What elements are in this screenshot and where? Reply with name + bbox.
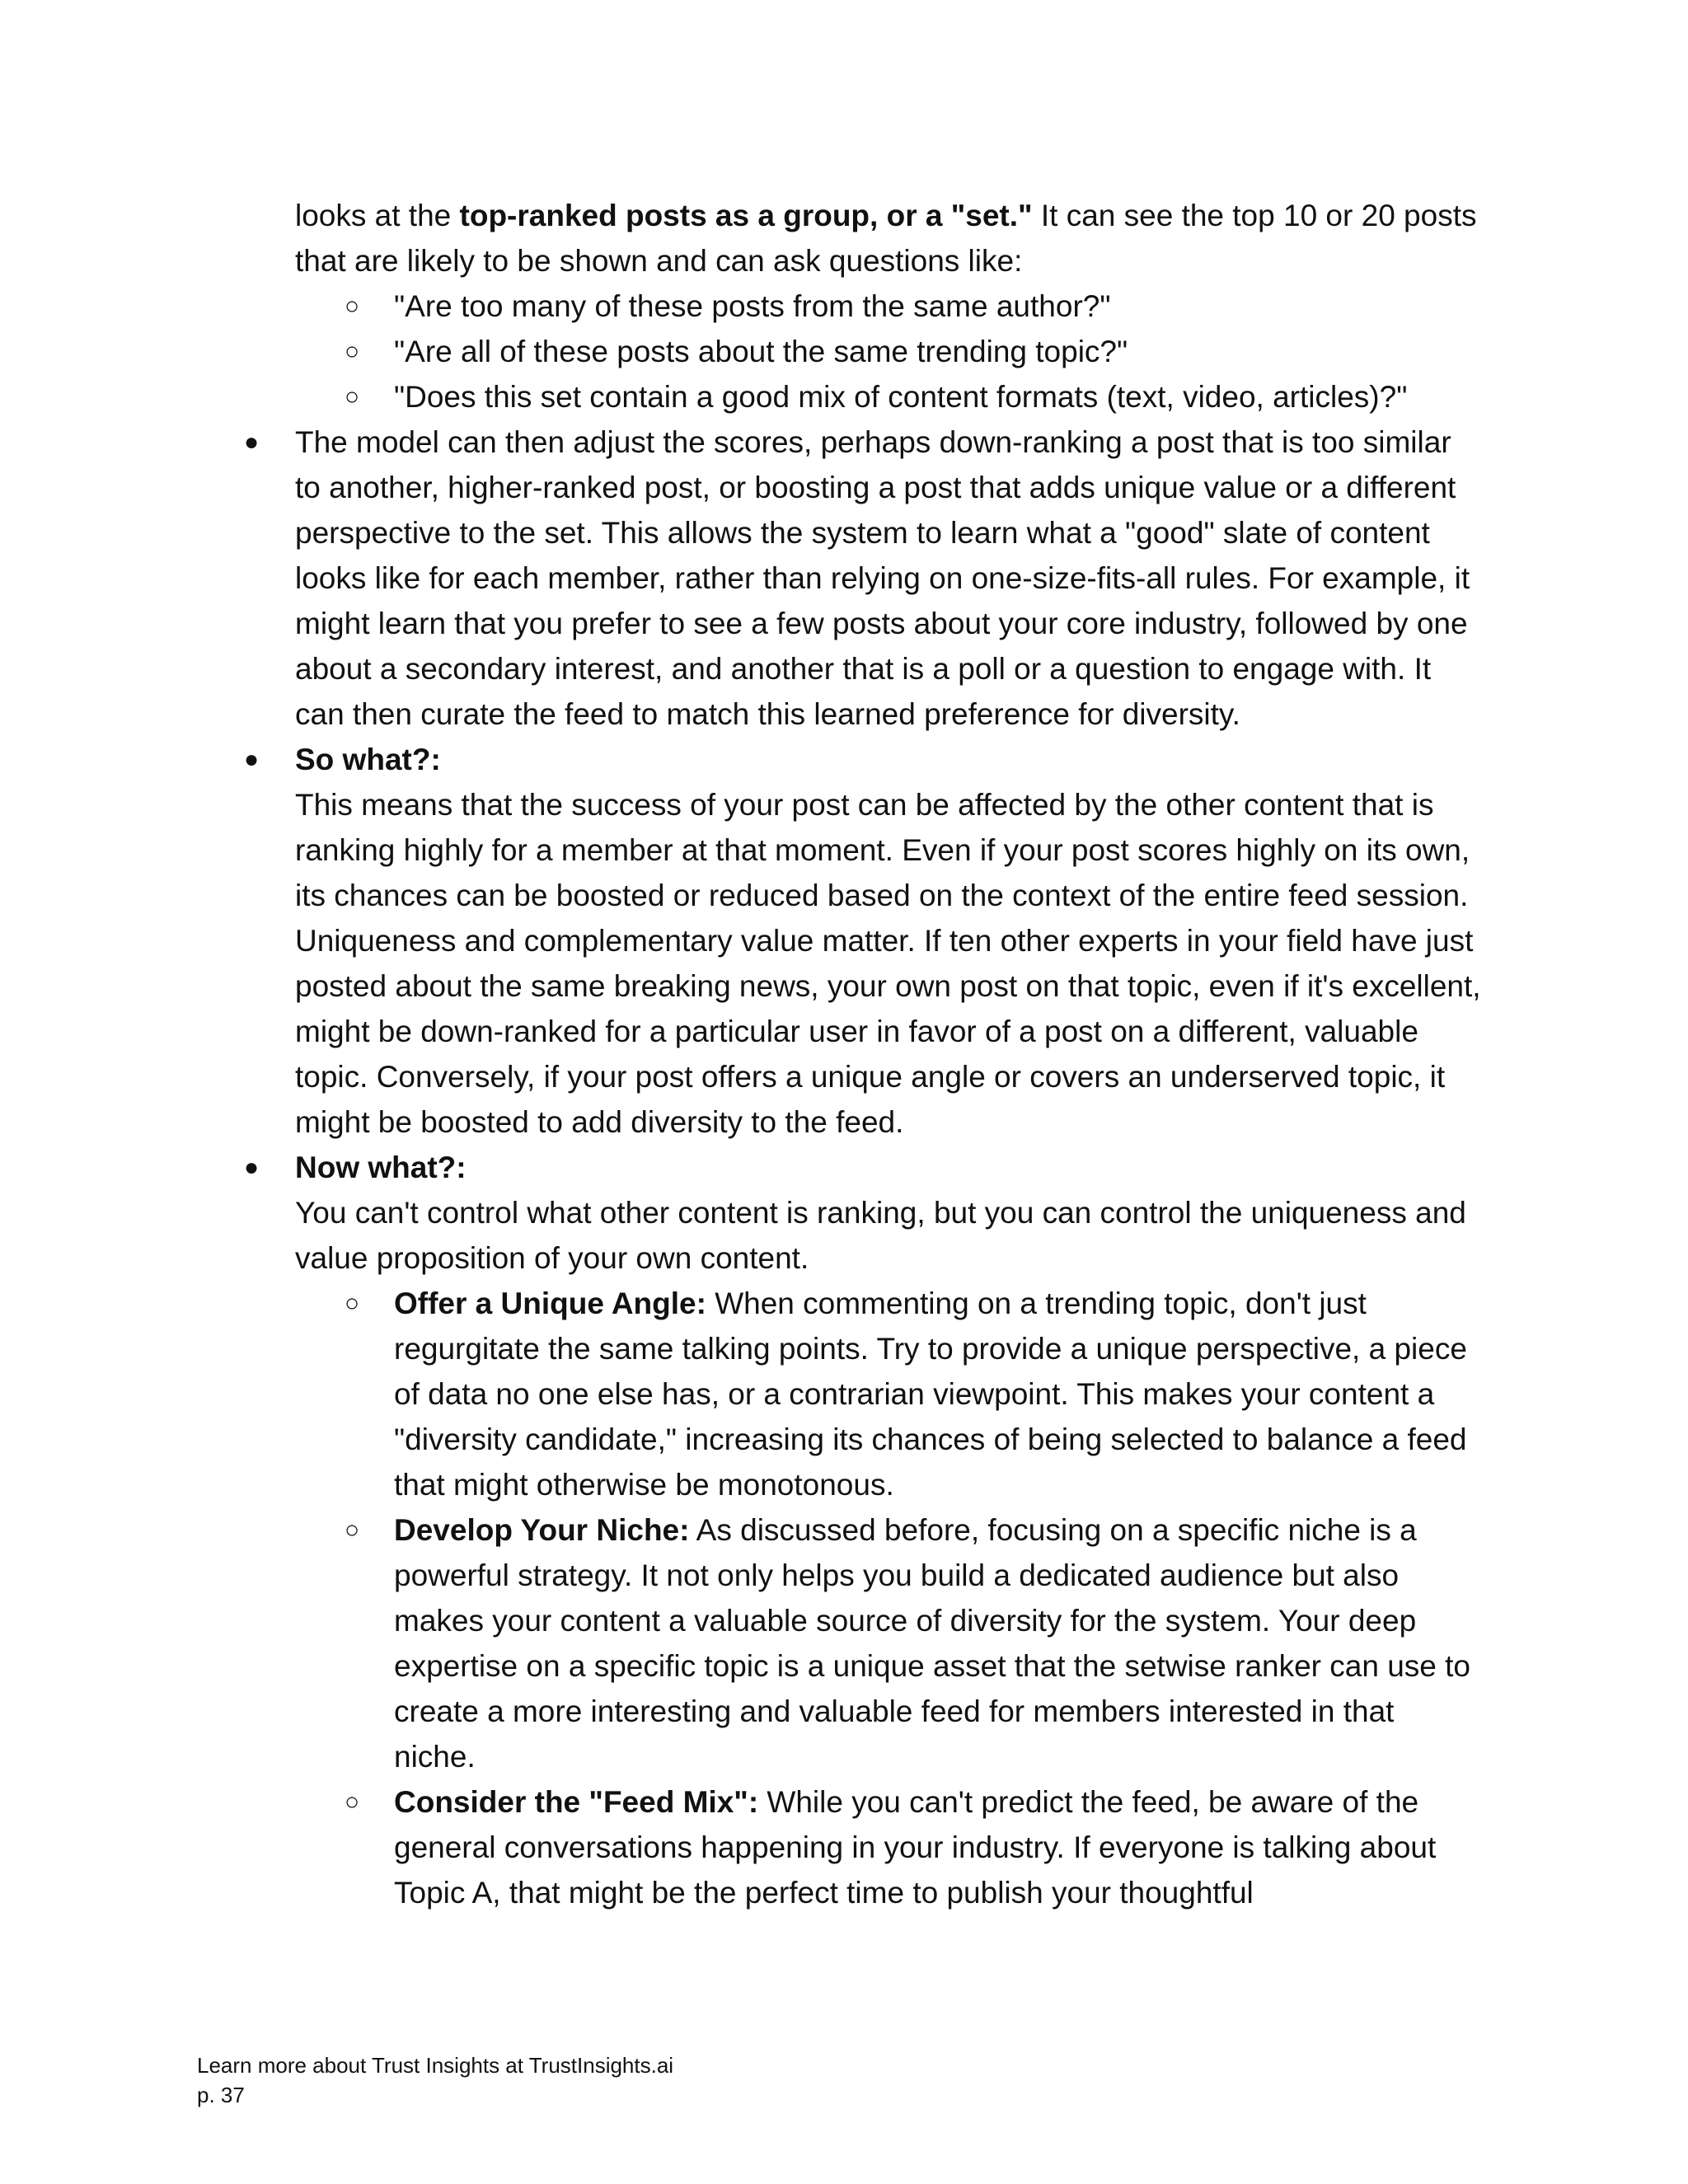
bullet-so-what <box>244 737 1482 1145</box>
footer-link-text: Learn more about Trust Insights at TrustInsights.ai <box>197 2053 674 2078</box>
continuation-text-end: It can see the top 10 or 20 posts that are likely to be shown and can ask questions like: <box>295 199 1477 278</box>
bullet-icon: ● <box>244 746 260 773</box>
question-text: "Are all of these posts about the same trending topic?" <box>394 335 1128 368</box>
continuation-paragraph <box>295 193 1482 284</box>
hollow-bullet-icon: ○ <box>345 1516 360 1544</box>
tip-title: Consider the "Feed Mix": <box>394 1785 759 1819</box>
page-body <box>244 193 1482 1915</box>
bullet-text: The model can then adjust the scores, perhaps down-ranking a post that is too similar to another, higher-ranked post, or boosting a post that adds unique value or a different perspective to the set. This allows the system to learn what a "good" slate of content looks like for each member, rather than relying on one-size-fits-all rules. For example, it might learn that you prefer to see a few posts about your core industry, followed by one about a secondary interest, and another that is a poll or a question to engage with. It can then curate the feed to match this learned preference for diversity. <box>295 425 1470 731</box>
question-item <box>345 284 1482 329</box>
hollow-bullet-icon: ○ <box>345 1788 360 1816</box>
hollow-bullet-icon: ○ <box>345 338 360 365</box>
question-text: "Are too many of these posts from the same author?" <box>394 289 1111 323</box>
hollow-bullet-icon: ○ <box>345 1290 360 1317</box>
tip-text: When commenting on a trending topic, don't just regurgitate the same talking points. Try to provide a unique perspective, a piece of data no one else has, or a contrarian viewpoint. This makes your content a "diversity candidate," increasing its chances of being selected to balance a feed that might otherwise be monotonous. <box>394 1286 1467 1502</box>
page-number: p. 37 <box>197 2083 245 2107</box>
question-text: "Does this set contain a good mix of content formats (text, video, articles)?" <box>394 380 1408 414</box>
so-what-body: This means that the success of your post can be affected by the other content that is ranking highly for a member at that moment. Even if your post scores highly on its own, its chances can be boosted or reduced based on the context of the entire feed session. Uniqueness and complementary value matter. If ten other experts in your field have just posted about the same breaking news, your own post on that topic, even if it's excellent, might be down-ranked for a particular user in favor of a post on a different, valuable topic. Conversely, if your post offers a unique angle or covers an underserved topic, it might be boosted to add diversity to the feed. <box>295 788 1481 1139</box>
now-what-heading: Now what?: <box>295 1151 467 1184</box>
tip-title: Develop Your Niche: <box>394 1513 690 1547</box>
question-item <box>345 374 1482 419</box>
tip-item <box>345 1779 1482 1915</box>
tip-item <box>345 1281 1482 1507</box>
tip-text: As discussed before, focusing on a specific niche is a powerful strategy. It not only helps you build a dedicated audience but also makes your content a valuable source of diversity for the system. Your deep expertise on a specific topic is a unique asset that the setwise ranker can use to create a more interesting and valuable feed for members interested in that niche. <box>394 1513 1471 1774</box>
bullet-adjust-scores <box>244 419 1482 737</box>
bullet-now-what <box>244 1145 1482 1281</box>
now-what-body: You can't control what other content is ranking, but you can control the uniqueness and value proposition of your own content. <box>295 1196 1466 1275</box>
so-what-heading: So what?: <box>295 743 441 776</box>
hollow-bullet-icon: ○ <box>345 383 360 410</box>
bullet-icon: ● <box>244 429 260 456</box>
tip-item <box>345 1507 1482 1779</box>
tip-title: Offer a Unique Angle: <box>394 1286 706 1320</box>
hollow-bullet-icon: ○ <box>345 293 360 320</box>
question-item <box>345 329 1482 374</box>
tip-text: While you can't predict the feed, be aware of the general conversations happening in your industry. If everyone is talking about Topic A, that might be the perfect time to publish your thoughtful <box>394 1785 1437 1910</box>
continuation-bold-phrase: top-ranked posts as a group, or a "set." <box>459 199 1033 232</box>
page-footer <box>197 2050 673 2110</box>
continuation-text-start: looks at the <box>295 199 460 232</box>
bullet-icon: ● <box>244 1154 260 1181</box>
